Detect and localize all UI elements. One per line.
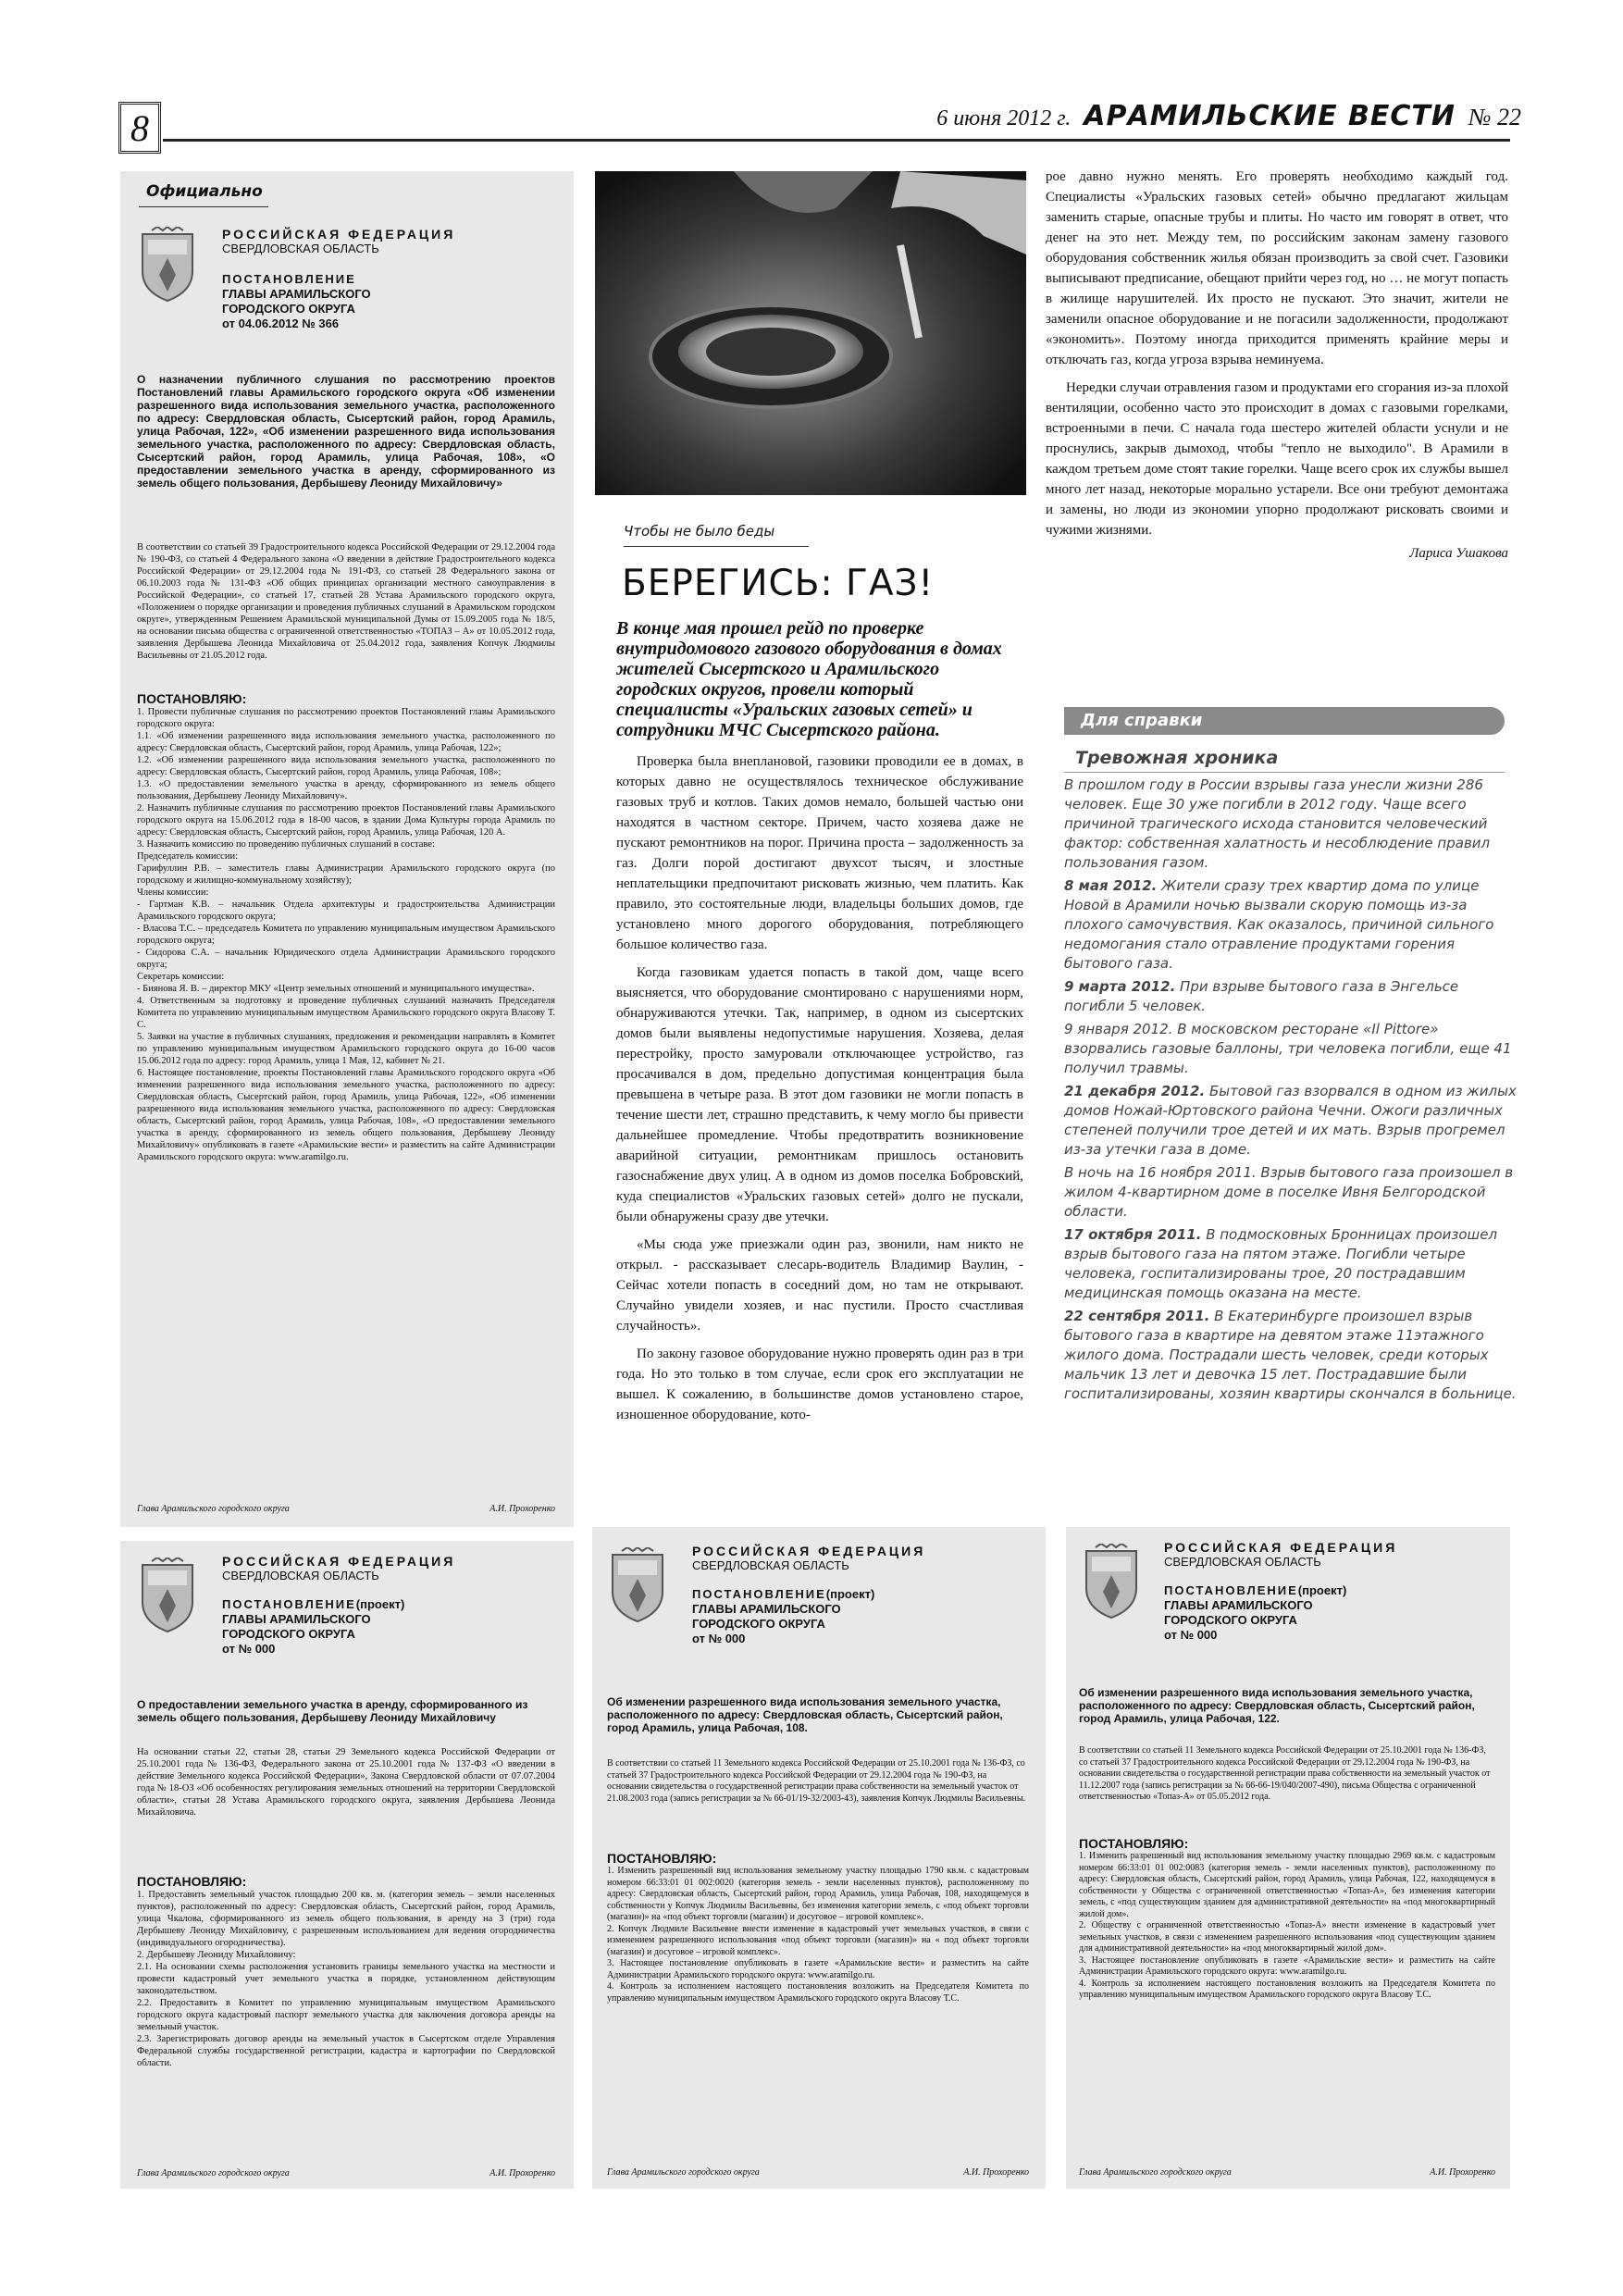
official-label: Официально bbox=[146, 182, 263, 201]
reference-label-bar bbox=[1064, 707, 1505, 735]
decree-word: ПОСТАНОВЛЕНИЕ bbox=[222, 272, 356, 286]
gas-stove-photo bbox=[595, 171, 1026, 495]
oblast-title: СВЕРДЛОВСКАЯ ОБЛАСТЬ bbox=[222, 1569, 379, 1582]
decree-project-108-box bbox=[592, 1527, 1046, 2189]
article-column-1 bbox=[616, 751, 1023, 1425]
coat-of-arms-icon bbox=[1083, 1544, 1140, 1620]
decree3-title: Об изменении разрешенного вида использования земельного участка, расположенного по адресу: Свердловская область, Сысертский район, город Арамиль, улица Рабочая, 108. bbox=[607, 1695, 1003, 1734]
article-author: Лариса Ушакова bbox=[1409, 546, 1508, 561]
reference-body bbox=[1064, 776, 1518, 1404]
decree-date-number: от № 000 bbox=[692, 1632, 746, 1645]
chronicle-item: 9 марта 2012. При взрыве бытового газа в Энгельсе погибли 5 человек. bbox=[1064, 978, 1459, 1014]
signature-position: Глава Арамильского городского округа bbox=[137, 2168, 290, 2178]
decree2-body: 1. Предоставить земельный участок площадью 200 кв. м. (категория земель – земли населенных пунктов), расположенный по адресу: Свердловская область, Сысертский район, город Арамиль, улица Чкалова, сформированного из земель общего пользования, в аренду на 3 (три) года Дербышеву Леониду Михайловичу, с разрешенным использованием для ведения огородничества (индивидуального огородничества). 2. Дербышеву Леониду Михайловичу: 2.1. На основании схемы расположения установить границы земельного участка на местности и провести кадастровый учет земельного участка в порядке, установленном действующим законодательством. 2.2. Предоставить в Комитет по управлению муниципальным имуществом Арамильского городского округа кадастровый паспорт земельного участка для заключения договора аренды на земельный участок. 2.3. Зарегистрировать договор аренды на земельный участок в Сысертском отделе Управления Федеральной службы государственной регистрации, кадастра и картографии по Свердловской области. bbox=[137, 1890, 555, 2068]
signature-position: Глава Арамильского городского округа bbox=[137, 1504, 290, 1514]
decree3-post-heading: ПОСТАНОВЛЯЮ: bbox=[607, 1851, 717, 1866]
decree4-body: 1. Изменить разрешенный вид использования земельному участку площадью 2969 кв.м. с кадастровым номером 66:33:01 01 002:0083 (категория земель - земли населенных пунктов), расположенному по адресу: Свердловская область, Сысертский район, город Арамиль, улица Рабочая, 122, находящемуся в собственности у Общества с ограниченной ответственностью «Топаз-А», без изменения категории земель, с «под существующим зданием для административной деятельности» на «под многоквартирный жилой дом». 2. Обществу с ограниченной ответственностью «Топаз-А» внести изменение в кадастровый учет земельных участков, в связи с изменением разрешенного использования «под существующим зданием для административной деятельности» на «под многоквартирный жилой дом». 3. Настоящее постановление опубликовать в газете «Арамильские вести» и разместить на сайте Администрации Арамильского городского округа: www.aramilgo.ru. 4. Контроль за исполнением настоящего постановления возложить на Председателя Комитета по управлению муниципальным имуществом Арамильского городского округа Власову Т.С. bbox=[1079, 1851, 1495, 2000]
signature-name: А.И. Прохоренко bbox=[489, 2168, 555, 2178]
decree2-post-heading: ПОСТАНОВЛЯЮ: bbox=[137, 1874, 247, 1889]
article-headline: БЕРЕГИСЬ: ГАЗ! bbox=[622, 563, 935, 604]
decree2-preamble: На основании статьи 22, статьи 28, статьи 29 Земельного кодекса Российской Федерации от 25.10.2001 года № 136-ФЗ, Федерального закона от 25.10.2001 года № 137-ФЗ «О введении в действие Земельного кодекса Российской Федерации», Закона Свердловской области от 07.07.2004 года № 18-ОЗ «Об особенностях регулирования земельных отношений на территории Свердловской области», статьи 28 Устава Арамильского городского округа, заявления Дербышева Леонида Михайловича. bbox=[137, 1747, 555, 1818]
signature-name: А.И. Прохоренко bbox=[1430, 2167, 1495, 2178]
rf-title: РОССИЙСКАЯ ФЕДЕРАЦИЯ bbox=[1164, 1540, 1398, 1555]
decree1-body: 1. Провести публичные слушания по рассмотрению проектов Постановлений главы Арамильского городского округа: 1.1. «Об изменении разрешенного вида использования земельного участка, расположенного по адресу: Свердловская область, Сысертский район, город Арамиль, улица Рабочая, 122»; 1.2. «Об изменении разрешенного вида использования земельного участка, расположенного по адресу: Свердловская область, Сысертский район, город Арамиль, улица Рабочая, 108»; 1.3. «О предоставлении земельного участка в аренду, сформированного из земель общего пользования, Дербышеву Леониду Михайловичу». 2. Назначить публичные слушания по рассмотрению проектов Постановлений главы Арамильского городского округа на 15.06.2012 года в 18-00 часов, в здании Дома Культуры города Арамиль по адресу: Свердловская область, Сысертский район, город Арамиль, улица Рабочая, 120 А. 3. Назначить комиссию по проведению публичных слушаний в составе: Председатель комиссии: Гарифуллин Р.В. – заместитель главы Администрации Арамильского городского округа (по городскому и жилищно-коммунальному хозяйству); Члены комиссии: - Гартман К.В. – начальник Отдела архитектуры и градостроительства Администрации Арамильского городского округа; - Власова Т.С. – председатель Комитета по управлению муниципальным имуществом Арамильского городского округа; - Сидорова С.А. – начальник Юридического отдела Администрации Арамильского городского округа; Секретарь комиссии: - Биянова Я. В. – директор МКУ «Центр земельных отношений и муниципального имущества». 4. Ответственным за подготовку и проведение публичных слушаний назначить Председателя Комитета по управлению муниципальным имуществом Арамильского городского округа Власову Т. С. 5. Заявки на участие в публичных слушаниях, предложения и рекомендации направлять в Комитет по управлению муниципальным имуществом Арамильского городского округа до 16-00 часов 15.06.2012 года по адресу: город Арамиль, улица 1 Мая, 12, кабинет № 21. 6. Настоящее постановление, проекты Постановлений главы Арамильского городского округа «Об изменении разрешенного вида использования земельного участка, расположенного по адресу: Свердловская область, Сысертский район, город Арамиль, улица Рабочая, 122», «Об изменении разрешенного вида использования земельного участка, расположенного по адресу: Свердловская область, Сысертский район, город Арамиль, улица Рабочая, 108», «О предоставлении земельного участка в аренду, сформированного из земель общего пользования, Дербышеву Леониду Михайловичу» опубликовать в газете «Арамильские вести» и разместить на сайте Администрации Арамильского городского округа: www.aramilgo.ru. bbox=[137, 707, 555, 1162]
reference-intro: В прошлом году в России взрывы газа унесли жизни 286 человек. Еще 30 уже погибли в 2012 году. Чаще всего причиной трагического исхода становится человеческий фактор: собственная халатность и несоблюдение правил пользования газом. bbox=[1064, 776, 1491, 871]
article-lead: В конце мая прошел рейд по проверке внутридомового газового оборудования в домах жителей Сысертского и Арамильского городских округов, провели который специалисты «Уральских газовых сетей» и сотрудники МЧС Сысертского района. bbox=[616, 618, 1002, 740]
decree-word: ПОСТАНОВЛЕНИЕ bbox=[222, 1597, 356, 1611]
rf-title: РОССИЙСКАЯ ФЕДЕРАЦИЯ bbox=[222, 1554, 456, 1569]
decree-project-lease-box bbox=[120, 1541, 574, 2189]
decree-word: ПОСТАНОВЛЕНИЕ bbox=[692, 1587, 826, 1601]
decree3-body: 1. Изменить разрешенный вид использования земельному участку площадью 1790 кв.м. с кадастровым номером 66:33:01 01 002:0020 (категория земель - земли населенных пунктов), расположенному по адресу: Свердловская область, Сысертский район, город Арамиль, улица Рабочая, 108, находящемуся в собственности у Копчук Людмилы Васильевны, без изменения категории земель, с «под объект торговли (магазин)» на «под объект торговли (магазин) и досуговое – игровой комплекс». 2. Копчук Людмиле Васильевне внести изменение в кадастровый учет земельных участков, в связи с изменением разрешенного использования «под объект торговли (магазин)» на « под объект торговли (магазин) и досуговое – игровой комплекс». 3. Настоящее постановление опубликовать в газете «Арамильские вести» и разместить на сайте Администрации Арамильского городского округа: www.aramilgo.ru. 4. Контроль за исполнением настоящего постановления возложить на Председателя Комитета по управлению муниципальным имуществом Арамильского городского округа Власову Т.С. bbox=[607, 1866, 1029, 2004]
chronicle-item: 17 октября 2011. В подмосковных Бронницах произошел взрыв бытового газа на пятом этаже. Погибли четыре человека, госпитализированы трое, 20 пострадавшим медицинская помощь оказана на месте. bbox=[1064, 1226, 1498, 1301]
decree-date-number: от № 000 bbox=[222, 1642, 276, 1656]
reference-label: Для справки bbox=[1081, 711, 1203, 730]
chronicle-item: 22 сентября 2011. В Екатеринбурге произошел взрыв бытового газа в квартире на девятом этаже 11этажного жилого дома. Пострадали шесть человек, среди которых мальчик 13 лет и девочка 15 лет. Пострадавшие были госпитализированы, хозяин квартиры скончался в больнице. bbox=[1064, 1308, 1517, 1402]
masthead bbox=[936, 100, 1521, 132]
paragraph: Проверка была внеплановой, газовики проводили ее в домах, в которых давно не осуществлялось техническое обслуживание газовых труб и котлов. Таких домов немало, большей частью они находятся в частном секторе. Причем, часто хозяева даже не пускают ремонтников на порог. Причина проста – задолженность за газ. Долги порой достигают двухсот тысяч, и злостные неплательщики предпочитают рисковать жизнью, чем платить. Как правило, это состоятельные люди, владельцы больших домов, где установлено много дорогого оборудования, потребляющего большое количество газа. bbox=[616, 754, 1023, 952]
issue-date: 6 июня 2012 г. bbox=[936, 106, 1072, 130]
decree1-title: О назначении публичного слушания по рассмотрению проектов Постановлений главы Арамильского городского округа «Об изменении разрешенного вида использования земельного участка, расположенного по адресу: Свердловская область, Сысертский район, город Арамиль, улица Рабочая, 122», «Об изменении разрешенного вида использования земельного участка, расположенного по адресу: Свердловская область, Сысертский район, город Арамиль, улица Рабочая, 108», «О предоставлении земельного участка в аренду, сформированного из земель общего пользования, Дербышеву Леониду Михайловичу» bbox=[137, 373, 555, 490]
page-number-box bbox=[118, 102, 161, 154]
decree4-preamble: В соответствии со статьей 11 Земельного кодекса Российской Федерации от 25.10.2001 года № 136-ФЗ, со статьей 37 Градостроительного кодекса Российской Федерации от 29.12.2004 года № 190-ФЗ, на основании свидетельства о государственной регистрации права собственности на земельный участок от 11.12.2007 года (запись регистрации за № 66-66-19/040/2007-490), письма Общества с ограниченной ответственностью «Топаз-А» от 05.05.2012 года. bbox=[1079, 1745, 1491, 1802]
decree1-preamble: В соответствии со статьей 39 Градостроительного кодекса Российской Федерации от 29.12.2004 года № 190-ФЗ, со статьей 4 Федерального закона «О введении в действие Градостроительного кодекса Российской Федерации» от 29.12.2004 года № 191-ФЗ, со статьей 28 Федерального закона от 06.10.2003 года № 131-ФЗ «Об общих принципах организации местного самоуправления в Российской Федерации», со статьей 17, статьей 28 Устава Арамильского городского округа, «Положением о порядке организации и проведения публичных слушаний в Арамильском городском округе», утвержденным Решением Арамильской муниципальной Думы от 15.09.2005 года № 18/5, на основании письма общества с ограниченной ответственностью «ТОПАЗ – А» от 10.05.2012 года, заявления Дербышева Леонида Михайловича от 25.04.2012 года, заявления Копчук Людмилы Васильевны от 21.05.2012 года. bbox=[137, 542, 555, 661]
coat-of-arms-icon bbox=[139, 1558, 196, 1633]
decree-word: ПОСТАНОВЛЕНИЕ bbox=[1164, 1583, 1298, 1597]
signature-position: Глава Арамильского городского округа bbox=[1079, 2167, 1232, 2178]
paragraph: «Мы сюда уже приезжали один раз, звонили, нам никто не открыл. - рассказывает слесарь-водитель Владимир Ваулин, - Сейчас хотели попасть в соседний дом, но там не открывают. Случайно увидели хозяев, и нас пустили. Просто счастливая случайность». bbox=[616, 1237, 1023, 1334]
paragraph: рое давно нужно менять. Его проверять необходимо каждый год. Специалисты «Уральских газовых сетей» обычно предлагают жильцам заменить старые, опасные трубы и плиты. Но часто им говорят в ответ, что денег на это нет. Между тем, по российским законам замену газового оборудования собственник жилья обязан производить за свой счет. Газовики выписывают предписание, обещают прийти через год, но … не могут попасть в жилище нарушителей. Их просто не пускают. Это значит, жители не заменили опасное оборудование и не погасили задолженности, продолжают «экономить». Поэтому иногда приходится применять крайние меры и отключать газ, когда угроза взрыва неминуема. bbox=[1046, 169, 1508, 367]
decree4-title: Об изменении разрешенного вида использования земельного участка, расположенного по адресу: Свердловская область, Сысертский район, город Арамиль, улица Рабочая, 122. bbox=[1079, 1686, 1475, 1725]
decree4-post-heading: ПОСТАНОВЛЯЮ: bbox=[1079, 1836, 1189, 1851]
decree-note: (проект) bbox=[1297, 1583, 1347, 1597]
oblast-title: СВЕРДЛОВСКАЯ ОБЛАСТЬ bbox=[692, 1558, 849, 1572]
signature-name: А.И. Прохоренко bbox=[963, 2167, 1029, 2178]
decree-project-122-box bbox=[1066, 1527, 1510, 2189]
decree1-post-heading: ПОСТАНОВЛЯЮ: bbox=[137, 691, 247, 706]
decree1-signature bbox=[137, 1504, 555, 1514]
official-rule bbox=[139, 206, 268, 207]
signature-position: Глава Арамильского городского округа bbox=[607, 2167, 760, 2178]
chronicle-item: В ночь на 16 ноября 2011. Взрыв бытового газа произошел в жилом 4-квартирном доме в поселке Ивня Белгородской области. bbox=[1064, 1164, 1514, 1220]
article-kicker: Чтобы не было беды bbox=[624, 523, 775, 540]
header-rule bbox=[163, 139, 1510, 142]
chronicle-item: 21 декабря 2012. Бытовой газ взорвался в одном из жилых домов Ножай-Юртовского района Чечни. Ожоги различных степеней получили трое детей и их мать. Взрыв прогремел из-за утечки газа в доме. bbox=[1064, 1083, 1517, 1158]
coat-of-arms-icon bbox=[139, 227, 196, 303]
decree-authority: ГЛАВЫ АРАМИЛЬСКОГО ГОРОДСКОГО ОКРУГА bbox=[1164, 1598, 1313, 1627]
rf-title: РОССИЙСКАЯ ФЕДЕРАЦИЯ bbox=[692, 1544, 926, 1558]
decree-authority: ГЛАВЫ АРАМИЛЬСКОГО ГОРОДСКОГО ОКРУГА bbox=[222, 287, 371, 316]
reference-title: Тревожная хроника bbox=[1075, 748, 1279, 768]
issue-number: № 22 bbox=[1468, 104, 1521, 130]
coat-of-arms-icon bbox=[609, 1547, 666, 1623]
decree-note: (проект) bbox=[825, 1587, 875, 1601]
paper-name: АРАМИЛЬСКИЕ ВЕСТИ bbox=[1084, 100, 1456, 132]
decree-366-box bbox=[120, 171, 574, 1527]
signature-name: А.И. Прохоренко bbox=[489, 1504, 555, 1514]
paragraph: Нередки случаи отравления газом и продуктами его сгорания из-за плохой вентиляции, особенно часто это происходит в домах с газовыми горелками, встроенными в печи. С начала года шестеро жителей области уснули и не проснулись, закрыв дымоход, чтобы "тепло не выходило". В Арамили в каждом третьем доме стоят такие горелки. Чаще всего срок их службы вышел много лет назад, некоторые морально устарели. Все они требуют демонтажа и замены, но люди из экономии упорно продолжают рисковать своими и чужими жизнями. bbox=[1046, 380, 1508, 538]
oblast-title: СВЕРДЛОВСКАЯ ОБЛАСТЬ bbox=[222, 242, 379, 255]
decree-date-number: от 04.06.2012 № 366 bbox=[222, 316, 340, 330]
decree2-title: О предоставлении земельного участка в аренду, сформированного из земель общего пользования, Дербышеву Леониду Михайловичу bbox=[137, 1698, 528, 1724]
paragraph: По закону газовое оборудование нужно проверять один раз в три года. Но это только в том случае, если срок его эксплуатации не вышел. К сожалению, в большинстве домов установлено старое, изношенное оборудование, кото- bbox=[616, 1347, 1023, 1422]
decree-note: (проект) bbox=[355, 1597, 405, 1611]
chronicle-item: 8 мая 2012. Жители сразу трех квартир дома по улице Новой в Арамили ночью вызвали скорую помощь из-за плохого самочувствия. Как оказалось, причиной сильного недомогания стало отравление продуктами горения бытового газа. bbox=[1064, 877, 1494, 972]
kicker-rule bbox=[624, 546, 809, 547]
article-column-2 bbox=[1046, 167, 1508, 562]
decree4-signature bbox=[1079, 2167, 1495, 2178]
decree2-signature bbox=[137, 2168, 555, 2178]
chronicle-item: 9 января 2012. В московском ресторане «Il Pittore» взорвались газовые баллоны, три человека погибли, еще 41 получил травмы. bbox=[1064, 1021, 1512, 1076]
page-number: 8 bbox=[130, 106, 149, 149]
oblast-title: СВЕРДЛОВСКАЯ ОБЛАСТЬ bbox=[1164, 1555, 1321, 1569]
decree3-preamble: В соответствии со статьей 11 Земельного кодекса Российской Федерации от 25.10.2001 года № 136-ФЗ, со статьей 37 Градостроительного кодекса Российской Федерации от 29.12.2004 года № 190-ФЗ, на основании свидетельства о государственной регистрации права собственности на земельный участок от 21.08.2003 года (запись регистрации за № 66-01/19-32/2003-43), заявления Копчук Людмилы Васильевны. bbox=[607, 1758, 1026, 1804]
decree-date-number: от № 000 bbox=[1164, 1628, 1218, 1642]
decree-authority: ГЛАВЫ АРАМИЛЬСКОГО ГОРОДСКОГО ОКРУГА bbox=[222, 1612, 371, 1641]
rf-title: РОССИЙСКАЯ ФЕДЕРАЦИЯ bbox=[222, 227, 456, 242]
paragraph: Когда газовикам удается попасть в такой дом, чаще всего выясняется, что оборудование смонтировано с нарушениями норм, обнаруживаются утечки. Так, например, в одном из сысертских домов были выявлены недопустимые нарушения. Хозяева, делая перестройку, просто замуровали отключающее устройство, газ просачивался в дом, предельно допустимая концентрация была превышена в четыре раза. В этот дом газовики не могли попасть в течение шести лет, страшно представить, к чему могло бы привести дальнейшее промедление. Чтобы предотвратить возникновение аварийной ситуации, ремонтникам пришлось остановить газоснабжение двух улиц. А в одном из домов поселка Бобровский, куда специалистов «Уральских газовых сетей» долго не пускали, были обнаружены сразу две утечки. bbox=[616, 965, 1023, 1224]
decree-authority: ГЛАВЫ АРАМИЛЬСКОГО ГОРОДСКОГО ОКРУГА bbox=[692, 1602, 841, 1631]
reference-underline bbox=[1064, 772, 1505, 773]
decree1-header bbox=[222, 227, 455, 331]
decree3-signature bbox=[607, 2167, 1029, 2178]
